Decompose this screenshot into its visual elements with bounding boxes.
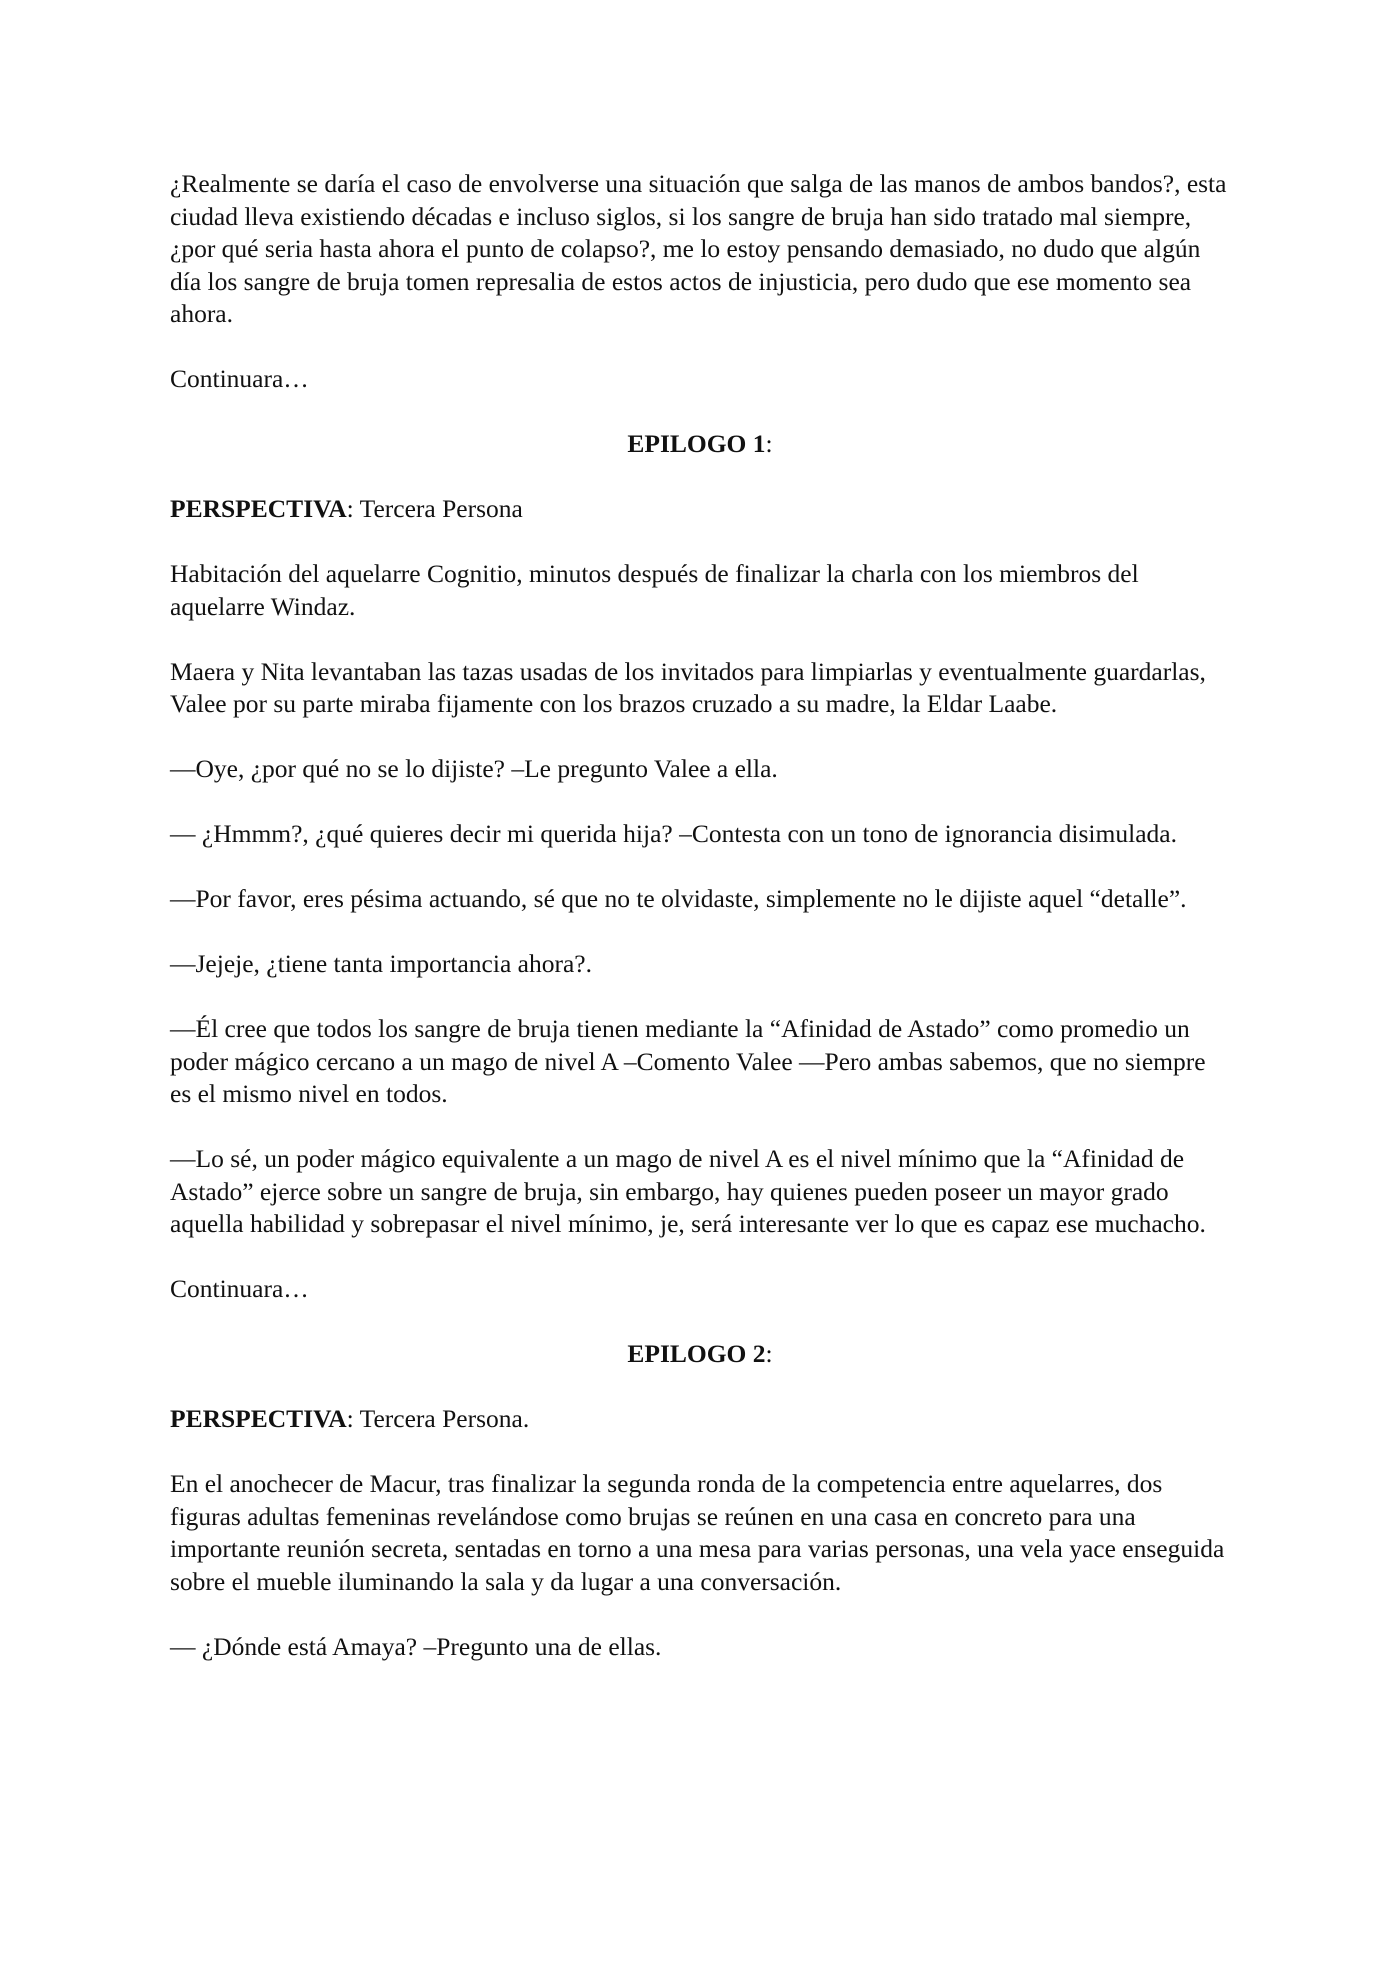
perspective-label: PERSPECTIVA [170, 494, 347, 523]
dialogue-line: —Lo sé, un poder mágico equivalente a un mago de nivel A es el nivel mínimo que la “Afinidad de Astado” ejerce sobre un sangre de bruja, sin embargo, hay quienes pueden poseer un mayor grado aquella habilidad y sobrepasar el nivel mínimo, je, será interesante ver lo que es capaz ese muchacho. [170, 1144, 1206, 1238]
perspective-value: : Tercera Persona [346, 494, 523, 523]
continuara-text: Continuara… [170, 364, 309, 393]
epilogo-1-title: EPILOGO 1 [627, 429, 766, 458]
epilogo-1-perspective [170, 493, 1230, 526]
perspective-value: : Tercera Persona. [346, 1404, 530, 1433]
paragraph: Maera y Nita levantaban las tazas usadas de los invitados para limpiarlas y eventualmente guardarlas, Valee por su parte miraba fijamente con los brazos cruzado a su madre, la Eldar Laabe. [170, 656, 1206, 718]
epilogo-2-title: EPILOGO 2 [627, 1339, 766, 1368]
dialogue-line: —Jejeje, ¿tiene tanta importancia ahora?. [170, 949, 592, 978]
dialogue-line: —Oye, ¿por qué no se lo dijiste? –Le pregunto Valee a ella. [170, 754, 778, 783]
dialogue-line: —Por favor, eres pésima actuando, sé que no te olvidaste, simplemente no le dijiste aquel “detalle”. [170, 884, 1187, 913]
epilogo-1-colon: : [765, 429, 773, 458]
epilogo-2-heading [170, 1338, 1230, 1371]
dialogue-line: — ¿Dónde está Amaya? –Pregunto una de ellas. [170, 1631, 662, 1661]
perspective-label: PERSPECTIVA [170, 1404, 347, 1433]
epilogo-1-heading [170, 428, 1230, 461]
dialogue-line: — ¿Hmmm?, ¿qué quieres decir mi querida hija? –Contesta con un tono de ignorancia disimulada. [170, 819, 1177, 848]
paragraph: En el anochecer de Macur, tras finalizar la segunda ronda de la competencia entre aquelarres, dos figuras adultas femeninas revelándose como brujas se reúnen en una casa en concreto para una importante reunión secreta, sentadas en torno a una mesa para varias personas, una vela yace enseguida sobre el mueble iluminando la sala y da lugar a una conversación. [170, 1469, 1225, 1596]
continuara-text: Continuara… [170, 1274, 309, 1303]
dialogue-line: —Él cree que todos los sangre de bruja tienen mediante la “Afinidad de Astado” como promedio un poder mágico cercano a un mago de nivel A –Comento Valee —Pero ambas sabemos, que no siempre es el mismo nivel en todos. [170, 1014, 1206, 1108]
paragraph: Habitación del aquelarre Cognitio, minutos después de finalizar la charla con los miembros del aquelarre Windaz. [170, 559, 1139, 621]
epilogo-2-colon: : [765, 1339, 773, 1368]
intro-paragraph: ¿Realmente se daría el caso de envolverse una situación que salga de las manos de ambos bandos?, esta ciudad lleva existiendo décadas e incluso siglos, si los sangre de bruja han sido tratado mal siempre, ¿por qué seria hasta ahora el punto de colapso?, me lo estoy pensando demasiado, no dudo que algún día los sangre de bruja tomen represalia de estos actos de injusticia, pero dudo que ese momento sea ahora. [170, 169, 1227, 328]
document-page [170, 168, 1230, 1696]
epilogo-2-perspective [170, 1403, 1230, 1436]
